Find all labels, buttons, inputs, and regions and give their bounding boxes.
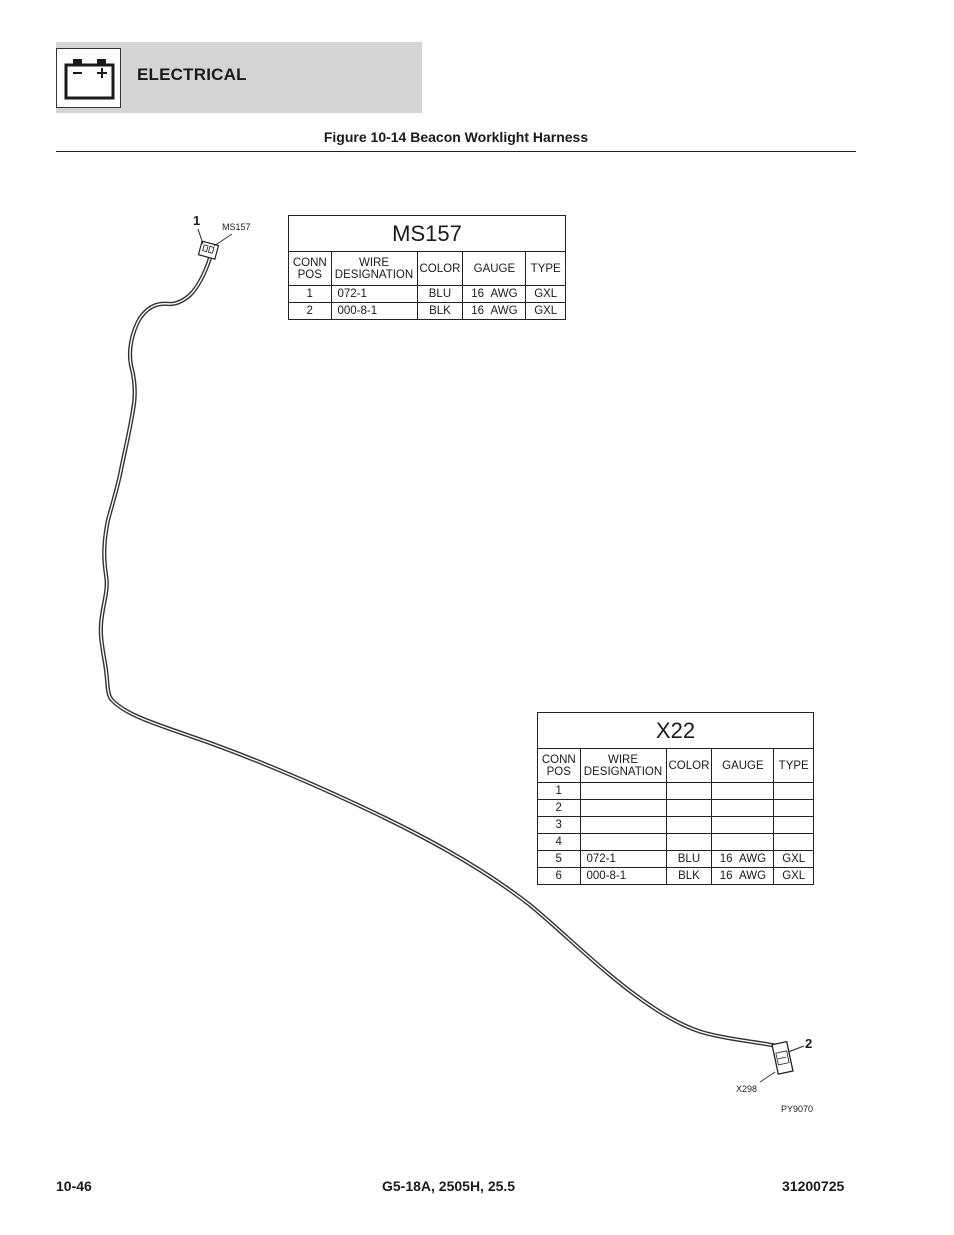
cell-type: GXL (526, 303, 565, 320)
connector-x298-icon (760, 1042, 804, 1082)
callout-1: 1 (193, 213, 201, 228)
cell-color: BLK (666, 868, 712, 885)
header-color: COLOR (417, 252, 463, 286)
cell-pos: 1 (538, 783, 580, 800)
header-type: TYPE (526, 252, 565, 286)
cell-color: BLU (666, 851, 712, 868)
cell-wire: 072-1 (580, 851, 666, 868)
cell-wire (580, 817, 666, 834)
cell-gauge: 16 AWG (712, 868, 774, 885)
cell-pos: 4 (538, 834, 580, 851)
header-gauge: GAUGE (712, 749, 774, 783)
table-row (538, 817, 813, 834)
header-wire-designation: WIRE DESIGNATION (331, 252, 417, 286)
callout-2: 2 (805, 1036, 813, 1051)
cell-type (774, 817, 813, 834)
cell-type: GXL (774, 868, 813, 885)
connector-pinout (538, 749, 813, 884)
table-row (289, 303, 565, 320)
figure-title: Figure 10-14 Beacon Worklight Harness (323, 129, 589, 145)
table-header-row (538, 749, 813, 783)
connector-label-ms157: MS157 (222, 222, 251, 232)
cell-type (774, 783, 813, 800)
cell-color (666, 783, 712, 800)
cell-pos: 1 (289, 286, 331, 303)
table-row (538, 783, 813, 800)
cell-type (774, 834, 813, 851)
table-header-row (289, 252, 565, 286)
table-title: MS157 (289, 216, 565, 252)
harness-cable (101, 258, 782, 1047)
table-title: X22 (538, 713, 813, 749)
connector-pinout (289, 252, 565, 319)
page-number: 10-46 (56, 1178, 92, 1194)
header-conn-pos: CONN POS (538, 749, 580, 783)
connector-label-x298: X298 (736, 1084, 758, 1094)
cell-color: BLU (417, 286, 463, 303)
connector-ms157-icon (198, 229, 232, 259)
cell-wire (580, 834, 666, 851)
cell-color (666, 817, 712, 834)
cell-wire: 000-8-1 (580, 868, 666, 885)
cell-pos: 5 (538, 851, 580, 868)
table-row (538, 800, 813, 817)
connector-table-x22 (537, 712, 814, 885)
cell-color (666, 834, 712, 851)
cell-type: GXL (526, 286, 565, 303)
header-gauge: GAUGE (463, 252, 526, 286)
table-row (538, 868, 813, 885)
table-row (289, 286, 565, 303)
cell-gauge (712, 817, 774, 834)
cell-pos: 2 (289, 303, 331, 320)
header-wire-designation: WIRE DESIGNATION (580, 749, 666, 783)
cell-wire (580, 800, 666, 817)
header-conn-pos: CONN POS (289, 252, 331, 286)
cell-gauge (712, 800, 774, 817)
header-type: TYPE (774, 749, 813, 783)
cell-pos: 2 (538, 800, 580, 817)
cell-pos: 6 (538, 868, 580, 885)
cell-type: GXL (774, 851, 813, 868)
table-row (538, 851, 813, 868)
header-color: COLOR (666, 749, 712, 783)
cell-gauge: 16 AWG (463, 286, 526, 303)
cell-gauge (712, 783, 774, 800)
cell-wire: 000-8-1 (331, 303, 417, 320)
section-title: ELECTRICAL (137, 65, 247, 84)
connector-table-ms157 (288, 215, 566, 320)
cell-gauge: 16 AWG (463, 303, 526, 320)
model-list: G5-18A, 2505H, 25.5 (382, 1178, 516, 1194)
cell-wire: 072-1 (331, 286, 417, 303)
document-number: 31200725 (782, 1178, 845, 1194)
table-row (538, 834, 813, 851)
cell-color (666, 800, 712, 817)
cell-pos: 3 (538, 817, 580, 834)
cell-type (774, 800, 813, 817)
drawing-id: PY9070 (781, 1104, 814, 1114)
cell-wire (580, 783, 666, 800)
cell-color: BLK (417, 303, 463, 320)
cell-gauge: 16 AWG (712, 851, 774, 868)
cell-gauge (712, 834, 774, 851)
